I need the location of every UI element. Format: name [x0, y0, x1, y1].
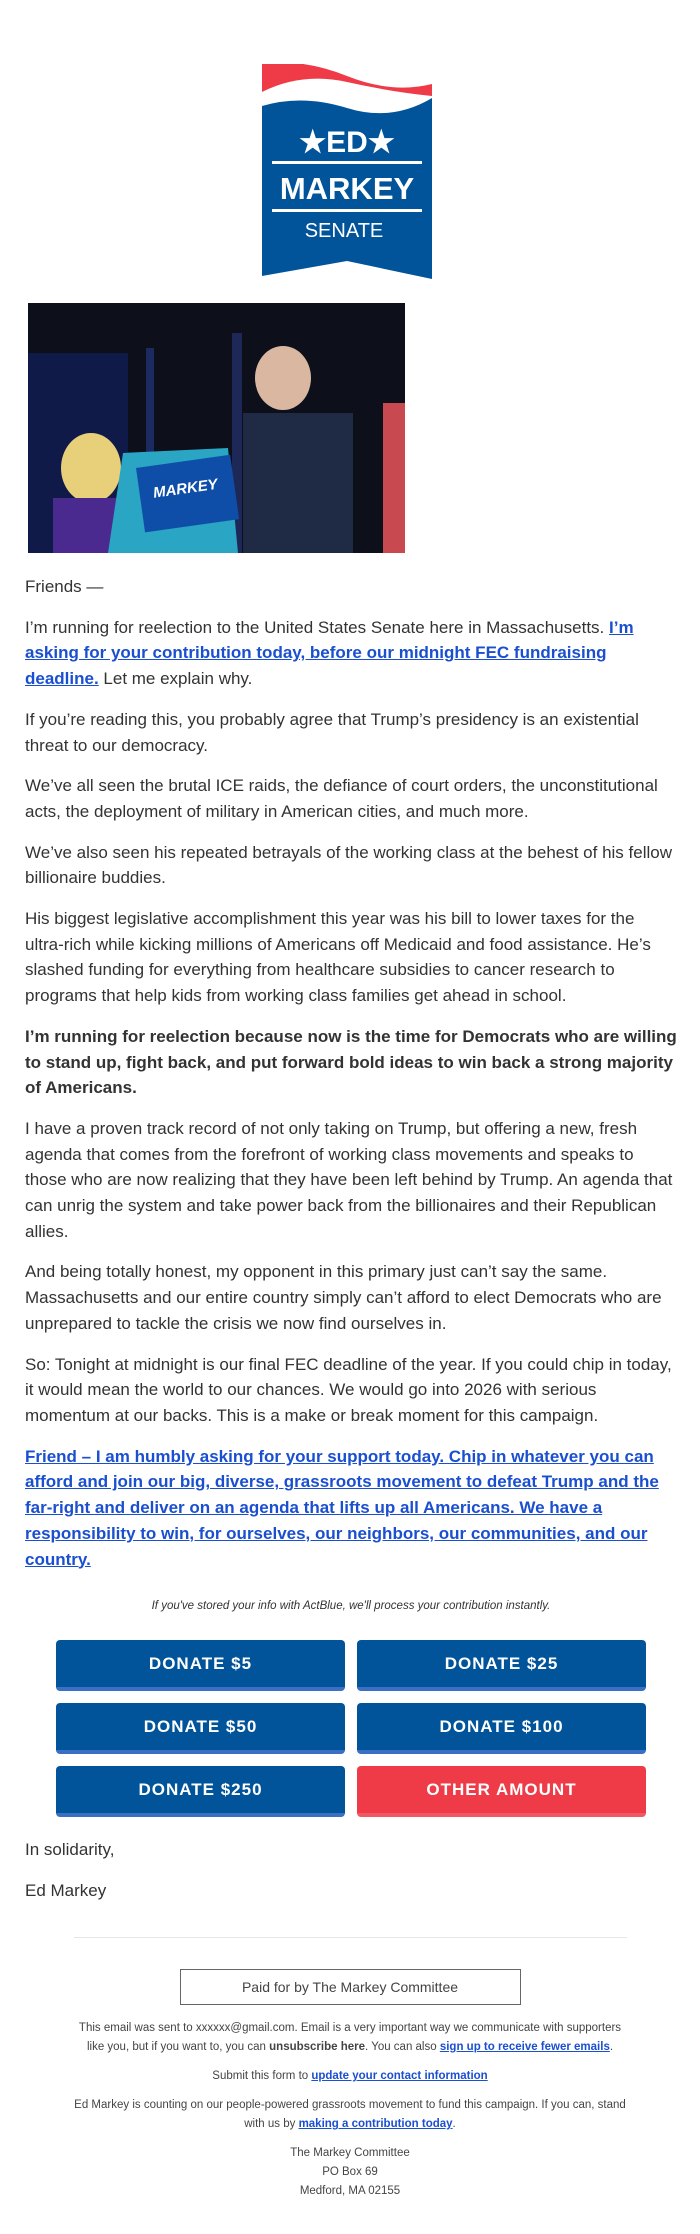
text: . You can also	[365, 2041, 440, 2053]
address-line: The Markey Committee	[290, 2147, 410, 2159]
paragraph: And being totally honest, my opponent in this primary just can’t say the same. Massachusetts and our entire country simply can’t afford to elect Democrats who are unprepared to tackle the crisis we now find ourselves in.	[25, 1262, 662, 1333]
donate-buttons	[56, 1640, 677, 1817]
footer-submit-text	[70, 2067, 630, 2086]
actblue-note: If you've stored your info with ActBlue, we'll process your contribution instantly.	[151, 1600, 551, 1613]
bold-paragraph: I’m running for reelection because now is the time for Democrats who are willing to stand up, fight back, and put forward bold ideas to win back a strong majority of Americans.	[25, 1026, 677, 1098]
svg-text:SENATE: SENATE	[304, 220, 384, 242]
signature: Ed Markey	[25, 1880, 107, 1900]
paragraph: We’ve also seen his repeated betrayals of the working class at the behest of his fellow billionaire buddies.	[25, 842, 672, 888]
divider	[74, 1937, 627, 1938]
update-contact-link[interactable]: update your contact information	[311, 2070, 488, 2082]
footer-counting-text: Ed Markey is counting on our people-powered grassroots movement to fund this campaign. If you can, stand with us by making a contribution today.	[74, 2099, 626, 2130]
address-line: PO Box 69	[322, 2166, 378, 2178]
text: This email was sent to	[78, 2022, 196, 2034]
podium-sign-text: MARKEY	[152, 475, 219, 502]
contribution-link[interactable]: making a contribution today	[298, 2118, 453, 2130]
paragraph: I have a proven track record of not only taking on Trump, but offering a new, fresh agenda that comes from the forefront of working class movements and speaks to those who are now realizing that they have been left behind by Trump. An agenda that can unrig the system and take power back from the billionaires and their Republican allies.	[25, 1118, 673, 1241]
paid-for-box: Paid for by The Markey Committee	[180, 1969, 521, 2005]
header	[0, 0, 700, 255]
footer	[0, 1937, 700, 2201]
svg-text:MARKEY: MARKEY	[279, 171, 415, 206]
paragraph	[25, 1444, 677, 1573]
signoff: In solidarity,	[25, 1839, 115, 1859]
other-amount-button[interactable]: OTHER AMOUNT	[357, 1766, 646, 1817]
contribute-link[interactable]: I’m asking for your contribution today, before our midnight FEC fundraising deadline.	[25, 617, 634, 689]
ed-markey-senate-logo	[262, 64, 432, 279]
donate-5-button[interactable]: DONATE $5	[56, 1640, 345, 1691]
candidate-photo	[28, 303, 405, 553]
fewer-emails-link[interactable]: sign up to receive fewer emails	[439, 2041, 610, 2053]
paragraph: We’ve all seen the brutal ICE raids, the defiance of court orders, the unconstitutional acts, the deployment of military in American cities, and much more.	[25, 776, 658, 821]
footer-sent-text: This email was sent to xxxxxx@gmail.com. Email is a very important way we communicate with supporters like you, but if you want to, you can unsubscribe here. You can also sign up to receive fewer emails.	[78, 2022, 622, 2053]
text: . Email is a very important way we communicate with supporters like you, but if you want to, you can	[86, 2022, 622, 2053]
text: I’m running for reelection to the United States Senate here in Massachusetts.	[25, 617, 609, 637]
greeting: Friends —	[25, 577, 104, 596]
paragraph	[25, 615, 677, 692]
text: Submit this form to	[212, 2070, 312, 2082]
donate-25-button[interactable]: DONATE $25	[357, 1640, 646, 1691]
address-line: Medford, MA 02155	[299, 2185, 401, 2197]
email-body	[25, 574, 677, 1918]
donate-250-button[interactable]: DONATE $250	[56, 1766, 345, 1817]
paragraph: So: Tonight at midnight is our final FEC deadline of the year. If you could chip in today, it would mean the world to our chances. We would go into 2026 with serious momentum at our backs. This is a make or break moment for this campaign.	[25, 1354, 672, 1425]
donate-100-button[interactable]: DONATE $100	[357, 1703, 646, 1754]
unsubscribe-link[interactable]: unsubscribe here	[269, 2041, 366, 2053]
support-link[interactable]: Friend – I am humbly asking for your support today. Chip in whatever you can afford and join our big, diverse, grassroots movement to defeat Trump and the far-right and deliver on an agenda that lifts up all Americans. We have a responsibility to win, for ourselves, our neighbors, our communities, and our country.	[25, 1446, 659, 1569]
text: Ed Markey is counting on our people-powered grassroots movement to fund this campaign. If you can, stand with us by	[74, 2099, 626, 2130]
paragraph: His biggest legislative accomplishment this year was his bill to lower taxes for the ultra-rich while kicking millions of Americans off Medicaid and food assistance. He’s slashed funding for everything from healthcare subsidies to cancer research to programs that help kids from working class families get ahead in school.	[25, 909, 651, 1006]
paragraph: If you’re reading this, you probably agree that Trump’s presidency is an existential threat to our democracy.	[25, 709, 639, 755]
donate-50-button[interactable]: DONATE $50	[56, 1703, 345, 1754]
svg-text:★ED★: ★ED★	[299, 126, 395, 159]
text: Let me explain why.	[98, 669, 253, 689]
email-address: xxxxxx@gmail.com	[195, 2022, 295, 2034]
